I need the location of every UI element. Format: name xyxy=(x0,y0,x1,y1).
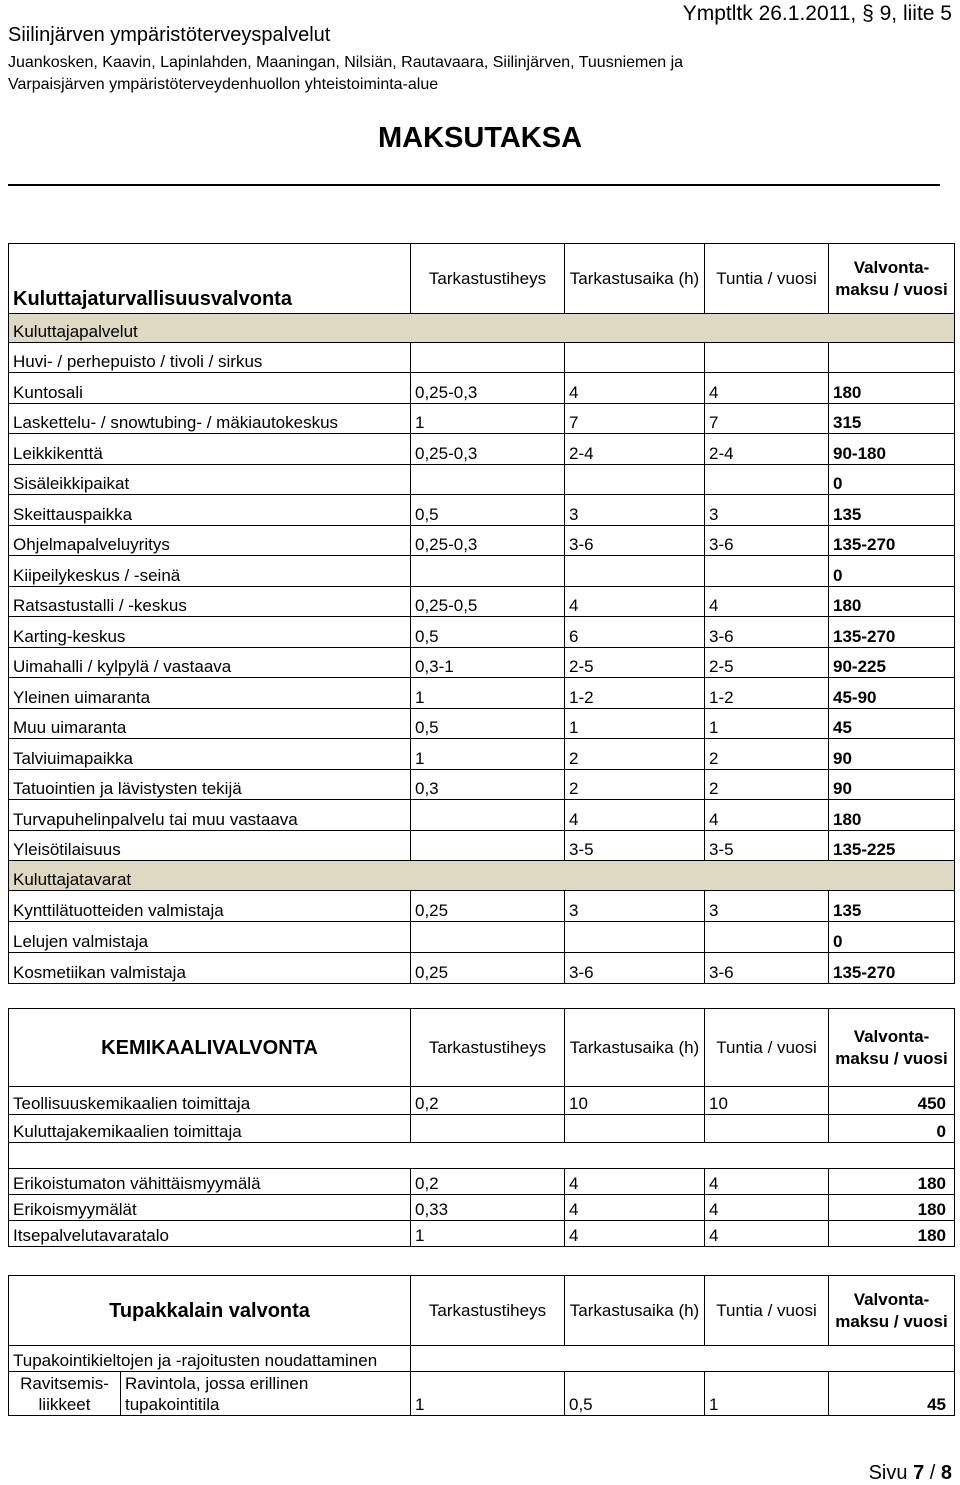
row-frequency: 1 xyxy=(411,1221,565,1247)
table-row xyxy=(9,647,955,678)
row-time: 1 xyxy=(565,708,705,739)
row-name: Tatuointien ja lävistysten tekijä xyxy=(9,769,411,800)
column-hours-per-year: Tuntia / vuosi xyxy=(705,1276,829,1346)
row-hours: 4 xyxy=(705,1169,829,1195)
row-time: 4 xyxy=(565,1169,705,1195)
row-name: Teollisuuskemikaalien toimittaja xyxy=(9,1087,411,1115)
row-frequency: 0,2 xyxy=(411,1087,565,1115)
row-fee: 0 xyxy=(829,556,955,587)
row-frequency: 0,25-0,3 xyxy=(411,434,565,465)
row-fee: 180 xyxy=(829,586,955,617)
row-time: 10 xyxy=(565,1087,705,1115)
row-fee: 0 xyxy=(829,1115,955,1143)
column-frequency: Tarkastustiheys xyxy=(411,1276,565,1346)
column-inspection-time: Tarkastusaika (h) xyxy=(565,1009,705,1087)
row-fee: 180 xyxy=(829,1169,955,1195)
row-time: 3-5 xyxy=(565,830,705,861)
row-time: 4 xyxy=(565,586,705,617)
municipalities-line: Juankosken, Kaavin, Lapinlahden, Maaningan, Nilsiän, Rautavaara, Siilinjärven, Tuusniemen ja xyxy=(8,54,684,71)
row-hours: 2-4 xyxy=(705,434,829,465)
row-fee: 315 xyxy=(829,403,955,434)
row-frequency: 0,25-0,5 xyxy=(411,586,565,617)
tobacco-table xyxy=(8,1275,955,1416)
row-name: Ravintola, jossa erillinen tupakointitila xyxy=(121,1372,411,1416)
row-frequency xyxy=(411,556,565,587)
row-hours: 3 xyxy=(705,495,829,526)
row-fee: 180 xyxy=(829,800,955,831)
table-row xyxy=(9,1372,955,1416)
section-title: Tupakkalain valvonta xyxy=(9,1276,411,1346)
row-frequency: 1 xyxy=(411,739,565,770)
row-time: 2-5 xyxy=(565,647,705,678)
row-frequency xyxy=(411,800,565,831)
table-row xyxy=(9,373,955,404)
row-hours: 1 xyxy=(705,1372,829,1416)
row-name: Yleisötilaisuus xyxy=(9,830,411,861)
column-hours-per-year: Tuntia / vuosi xyxy=(705,244,829,314)
row-fee: 90-180 xyxy=(829,434,955,465)
row-fee: 45 xyxy=(829,1372,955,1416)
table-row xyxy=(9,739,955,770)
row-hours: 4 xyxy=(705,1195,829,1221)
row-fee: 180 xyxy=(829,1195,955,1221)
column-inspection-time: Tarkastusaika (h) xyxy=(565,1276,705,1346)
page-separator: / xyxy=(929,1462,936,1484)
row-time: 1-2 xyxy=(565,678,705,709)
row-name: Laskettelu- / snowtubing- / mäkiautokeskus xyxy=(9,403,411,434)
section-row xyxy=(9,861,955,891)
row-hours xyxy=(705,922,829,953)
row-name: Turvapuhelinpalvelu tai muu vastaava xyxy=(9,800,411,831)
row-time: 4 xyxy=(565,800,705,831)
section-row xyxy=(9,314,955,343)
row-name: Erikoismyymälät xyxy=(9,1195,411,1221)
row-time xyxy=(565,464,705,495)
row-frequency: 0,3-1 xyxy=(411,647,565,678)
row-time: 2 xyxy=(565,769,705,800)
row-frequency: 0,5 xyxy=(411,495,565,526)
row-name: Kuluttajakemikaalien toimittaja xyxy=(9,1115,411,1143)
subsection-row xyxy=(9,1346,955,1372)
row-hours: 2 xyxy=(705,739,829,770)
row-hours: 7 xyxy=(705,403,829,434)
row-fee: 0 xyxy=(829,922,955,953)
row-frequency: 0,33 xyxy=(411,1195,565,1221)
row-fee: 135-270 xyxy=(829,617,955,648)
row-hours: 1 xyxy=(705,708,829,739)
table-row xyxy=(9,617,955,648)
title-rule xyxy=(8,184,940,186)
row-frequency: 1 xyxy=(411,403,565,434)
table-row xyxy=(9,1087,955,1115)
table-row xyxy=(9,403,955,434)
row-time: 3-6 xyxy=(565,525,705,556)
table-row xyxy=(9,1115,955,1143)
row-hours xyxy=(705,1115,829,1143)
table-row xyxy=(9,525,955,556)
row-fee: 90-225 xyxy=(829,647,955,678)
current-page: 7 xyxy=(913,1462,925,1484)
row-hours: 4 xyxy=(705,800,829,831)
row-time: 4 xyxy=(565,1221,705,1247)
row-fee: 135-270 xyxy=(829,525,955,556)
row-hours: 3-6 xyxy=(705,525,829,556)
row-frequency: 0,25 xyxy=(411,891,565,922)
row-frequency: 0,5 xyxy=(411,708,565,739)
table-row xyxy=(9,800,955,831)
row-name: Karting-keskus xyxy=(9,617,411,648)
row-name: Talviuimapaikka xyxy=(9,739,411,770)
row-time: 2 xyxy=(565,739,705,770)
row-frequency: 1 xyxy=(411,678,565,709)
table-row xyxy=(9,830,955,861)
table-row xyxy=(9,434,955,465)
table-row xyxy=(9,769,955,800)
row-hours: 3-5 xyxy=(705,830,829,861)
row-frequency: 0,25 xyxy=(411,953,565,984)
document-reference: Ymptltk 26.1.2011, § 9, liite 5 xyxy=(682,2,952,25)
table-header-row xyxy=(9,244,955,314)
row-frequency: 1 xyxy=(411,1372,565,1416)
table-row xyxy=(9,586,955,617)
row-name: Kynttilätuotteiden valmistaja xyxy=(9,891,411,922)
table-header-row xyxy=(9,1276,955,1346)
group-row xyxy=(9,343,955,373)
column-fee: Valvonta-maksu / vuosi xyxy=(829,244,955,314)
row-hours: 3-6 xyxy=(705,953,829,984)
section-label: Kuluttajapalvelut xyxy=(9,314,955,343)
row-time: 6 xyxy=(565,617,705,648)
row-hours: 2 xyxy=(705,769,829,800)
row-frequency: 0,25-0,3 xyxy=(411,525,565,556)
row-hours xyxy=(705,464,829,495)
row-time: 4 xyxy=(565,1195,705,1221)
page-label: Sivu xyxy=(868,1462,908,1484)
row-fee: 90 xyxy=(829,769,955,800)
row-frequency: 0,25-0,3 xyxy=(411,373,565,404)
section-title: Kuluttajaturvallisuusvalvonta xyxy=(9,244,411,314)
chemical-table xyxy=(8,1008,955,1247)
row-name: Leikkikenttä xyxy=(9,434,411,465)
table-row xyxy=(9,556,955,587)
row-fee: 180 xyxy=(829,1221,955,1247)
row-name: Erikoistumaton vähittäismyymälä xyxy=(9,1169,411,1195)
row-name: Skeittauspaikka xyxy=(9,495,411,526)
row-name: Uimahalli / kylpylä / vastaava xyxy=(9,647,411,678)
row-time xyxy=(565,556,705,587)
row-frequency xyxy=(411,922,565,953)
column-hours-per-year: Tuntia / vuosi xyxy=(705,1009,829,1087)
row-time: 3 xyxy=(565,495,705,526)
total-pages: 8 xyxy=(940,1462,952,1484)
table-row xyxy=(9,678,955,709)
row-time: 3-6 xyxy=(565,953,705,984)
row-hours: 2-5 xyxy=(705,647,829,678)
row-time xyxy=(565,1115,705,1143)
table-row xyxy=(9,1169,955,1195)
row-hours: 10 xyxy=(705,1087,829,1115)
column-fee: Valvonta-maksu / vuosi xyxy=(829,1009,955,1087)
row-hours: 4 xyxy=(705,1221,829,1247)
table-row xyxy=(9,1221,955,1247)
row-name: Ohjelmapalveluyritys xyxy=(9,525,411,556)
table-row xyxy=(9,891,955,922)
row-frequency: 0,2 xyxy=(411,1169,565,1195)
column-frequency: Tarkastustiheys xyxy=(411,244,565,314)
row-time xyxy=(565,922,705,953)
cooperation-area: Varpaisjärven ympäristöterveydenhuollon yhteistoiminta-alue xyxy=(8,76,439,93)
row-category: Ravitsemis-liikkeet xyxy=(9,1372,121,1416)
row-fee: 135 xyxy=(829,495,955,526)
row-name: Sisäleikkipaikat xyxy=(9,464,411,495)
row-frequency: 0,5 xyxy=(411,617,565,648)
section-label: Kuluttajatavarat xyxy=(9,861,955,891)
row-name: Kiipeilykeskus / -seinä xyxy=(9,556,411,587)
row-name: Kosmetiikan valmistaja xyxy=(9,953,411,984)
row-name: Itsepalvelutavaratalo xyxy=(9,1221,411,1247)
row-frequency xyxy=(411,464,565,495)
column-fee: Valvonta-maksu / vuosi xyxy=(829,1276,955,1346)
row-time: 0,5 xyxy=(565,1372,705,1416)
organization-name: Siilinjärven ympäristöterveyspalvelut xyxy=(8,24,331,46)
row-hours: 4 xyxy=(705,373,829,404)
table-row xyxy=(9,922,955,953)
table-row xyxy=(9,495,955,526)
column-inspection-time: Tarkastusaika (h) xyxy=(565,244,705,314)
row-time: 7 xyxy=(565,403,705,434)
row-hours: 3-6 xyxy=(705,617,829,648)
row-fee: 450 xyxy=(829,1087,955,1115)
table-row xyxy=(9,953,955,984)
row-fee: 90 xyxy=(829,739,955,770)
row-hours: 1-2 xyxy=(705,678,829,709)
row-fee: 135-270 xyxy=(829,953,955,984)
row-fee: 0 xyxy=(829,464,955,495)
row-frequency: 0,3 xyxy=(411,769,565,800)
spacer-row xyxy=(9,1143,955,1169)
row-fee: 135-225 xyxy=(829,830,955,861)
subsection-label: Tupakointikieltojen ja -rajoitusten noudattaminen xyxy=(9,1346,411,1372)
row-fee: 45 xyxy=(829,708,955,739)
group-label: Huvi- / perhepuisto / tivoli / sirkus xyxy=(9,343,411,373)
row-fee: 135 xyxy=(829,891,955,922)
row-time: 4 xyxy=(565,373,705,404)
page-title: MAKSUTAKSA xyxy=(377,122,583,154)
row-name: Muu uimaranta xyxy=(9,708,411,739)
table-row xyxy=(9,708,955,739)
row-frequency xyxy=(411,1115,565,1143)
row-time: 2-4 xyxy=(565,434,705,465)
row-frequency xyxy=(411,830,565,861)
row-name: Ratsastustalli / -keskus xyxy=(9,586,411,617)
row-time: 3 xyxy=(565,891,705,922)
page-number xyxy=(869,1462,952,1485)
section-title: KEMIKAALIVALVONTA xyxy=(9,1009,411,1087)
table-header-row xyxy=(9,1009,955,1087)
row-name: Yleinen uimaranta xyxy=(9,678,411,709)
row-fee: 45-90 xyxy=(829,678,955,709)
consumer-safety-table xyxy=(8,243,955,984)
row-name: Kuntosali xyxy=(9,373,411,404)
row-hours: 3 xyxy=(705,891,829,922)
table-row xyxy=(9,464,955,495)
table-row xyxy=(9,1195,955,1221)
row-hours: 4 xyxy=(705,586,829,617)
row-fee: 180 xyxy=(829,373,955,404)
column-frequency: Tarkastustiheys xyxy=(411,1009,565,1087)
row-hours xyxy=(705,556,829,587)
row-name: Lelujen valmistaja xyxy=(9,922,411,953)
